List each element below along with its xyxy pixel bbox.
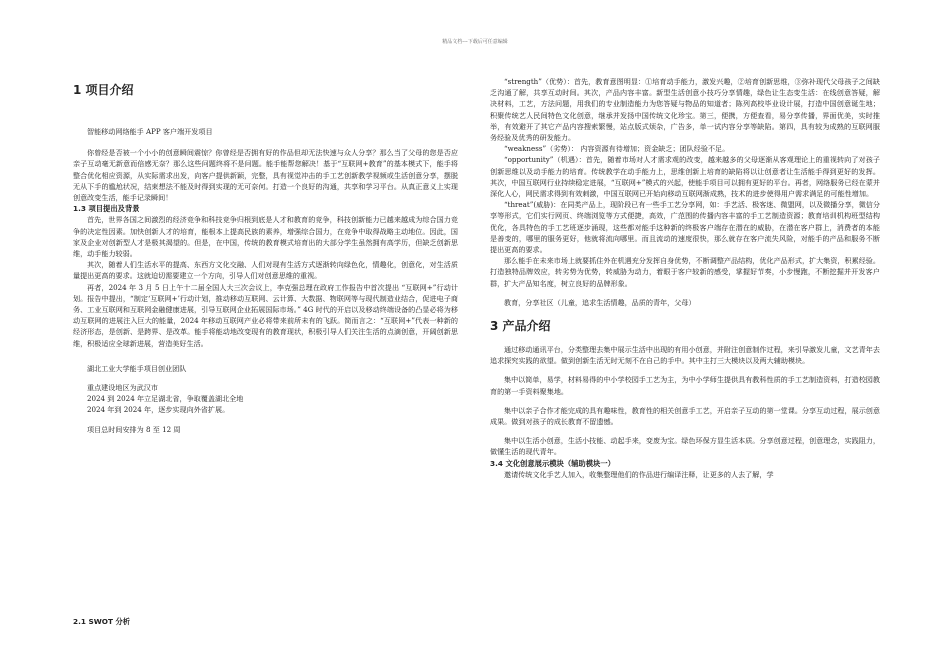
intro-paragraph: 你曾经是否被一个小小的创意瞬间震惊？你曾经是否拥有好的作品但却无法快速与众人分享？那么当了父母的您是否应亲子互动毫无新意而倍感无奈？那么这些问题终将不是问题。能手能帮您解决！基于“互联网+教育”的基本模式下，能手将整合优化相应资源，从实际需求出发，向客户提供新颖，完整，具有视觉冲击的手工艺创新教学视频或生活创意分享，摆脱无从下手的尴尬状况，结束想法不能及时得到实现的无可奈何。打造一个良好的沟通，共享和学习平台。从真正意义上实现创意改变生活，能手记录瞬间！ <box>73 148 458 203</box>
swot-strength: “strength”（优势）：首先，教育意图明显：①培育动手能力，激发兴趣，②培育创新思维，③弥补现代父母孩子之间缺乏沟通了解，共享互动时间。其次，产品内容丰富。新型生活创意小技巧分享情趣，绿色让生态变生活：在线创意答疑，解决材料，工艺，方法问题，用我们的专业制造能力为您答疑与物品的知道者；陈列高校毕业设计展，打造中国创意诞生地；积聚传统艺人民间特色文化创意，继承并发扬中国传统文化珍宝。第三，便携，方便查看，易分享传播，界面优美，实时推举，有效避开了其它产品内容搜索繁慢，站点版式烦杂，广告多，单一试内容分享等缺陷。第四，具有较为成熟的互联网服务经验及优秀的研发能力。 <box>490 77 880 143</box>
subheading-culture-module: 3.4 文化创意展示模块（辅助模块一） <box>490 458 615 468</box>
swot-summary: 那么能手在未来市场上就要抓住外在机遇充分发挥自身优势，不断调整产品结构，优化产品形式，扩大集资，积累经验。打造独特品牌效应，转劣势为优势，转威胁为动力，着眼于客户较新的感受，掌握好节奏，小步慢跑，不断挖掘并开发客户群，扩大产品知名度，树立良好的品牌形象。 <box>490 256 880 288</box>
product-paragraph-4: 集中以生活小创意，生活小技能、动起手来，变废为宝。绿色环保方显生活本质。分享创意过程，创意理念，实践阻力，做懂生活的现代青年。 <box>490 436 880 457</box>
swot-weakness: “weakness”（劣势）： 内容资源有待增加；资金缺乏；团队经验不足。 <box>504 144 730 154</box>
plan-line-1: 2024 到 2024 年立足湖北省，争取覆盖湖北全地 <box>87 394 244 404</box>
keywords-line: 教育，分享社区（儿童，追求生活情趣，品质的青年，父母） <box>504 297 696 307</box>
culture-module-paragraph: 邀请传统文化手艺人加入，收集整理他们的作品进行编译注释，让更多的人去了解，学 <box>504 469 774 479</box>
subheading-background: 1.3 项目提出及背景 <box>73 204 140 214</box>
left-column <box>73 76 458 435</box>
background-paragraph-2: 其次，随着人们生活水平的提高、东西方文化交融、人们对现有生活方式逐渐转向绿色化，情趣化，创意化，对生活质量提出更高的要求。这就迫切需要建立一个方向，引导人们对创意思维的重视。 <box>73 260 458 281</box>
section-heading-product: 3 产品介绍 <box>490 319 551 334</box>
section-heading-project: 1 项目介绍 <box>73 83 134 97</box>
swot-opportunity: “opportunity”（机遇）：首先，随着市场对人才需求观的改变，越来越多的父母逐渐从客观理论上的重视转向了对孩子创新思维以及动手能力的培育。传统教学在动手能力上，思维创新上培育的缺陷将以让创意者让生活能手得到更好的发挥。其次，中国互联网行业持续稳定进展，“互联网+”模式的兴起，使能手项目可以拥有更好的平台。再者，网络服务已经在蒙并深化人心，网民需求得到有效刺激，中国互联网已开始向移动互联网渐成熟，技术的进步使得用户需求满足的可能性增加。 <box>490 155 880 199</box>
header-note: 精品文档---下载后可任意编辑 <box>442 39 508 45</box>
right-column <box>490 76 880 480</box>
product-paragraph-3: 集中以亲子合作才能完成的具有趣味性，教育性的相关创意手工艺，开启亲子互动的第一堂课。分享互动过程，展示创意成果。做到对孩子的成长教育不留遗憾。 <box>490 405 880 427</box>
plan-line-2: 2024 年到 2024 年，逐步实现向外省扩展。 <box>87 405 230 415</box>
subheading-swot: 2.1 SWOT 分析 <box>73 617 131 626</box>
project-subtitle: 智能移动网络能手 APP 客户端开发项目 <box>87 127 213 136</box>
background-paragraph-1: 首先，世界各国之间激烈的经济竞争和科技竞争归根到底是人才和教育的竞争，科技创新能力已越来越成为综合国力竞争的决定性因素。加快创新人才的培育，能根本上提高民族的素养，增强综合国力，在竞争中取得战略主动地位。因此，国家及企业对创新型人才是极其渴望的。但是，在中国，传统的教育模式培育出的大部分学生虽然拥有高学历，但缺乏创新思维，动手能力较弱。 <box>73 215 458 259</box>
background-paragraph-3: 再者，2024 年 3 月 5 日上午十二届全国人大三次会议上，李克强总理在政府工作报告中首次提出 “互联网+”行动计划。报告中提出，“制定‘互联网+’行动计划，推动移动互联网、云计算、大数据、物联网等与现代制造业结合，促进电子商务、工业互联网和互联网金融健康进展，引导互联网企业拓展国际市场。” 4G 时代的开启以及移动终端设备的凸显必将为移动互联网的进展注入巨大的能量，2024 年移动互联网产业必将带来前所未有的飞跃。简而言之：“互联网+”代表一种新的经济形态，是创新、是跨界、是改革。能手将能动地改变现有的教育现状，积极引导人们关注生活的点滴创意，开阔创新思维，积极适应全球新进展，营造美好生活。 <box>73 282 458 348</box>
swot-threat: “threat”(威胁)：在同类产品上，现阶段已有一些手工艺分享网，如：手艺活、极客迷、微盟网，以及微播分享，微信分享等形式，它们实行网页、终端浏览等方式便捷，高效，广范围的传播内容丰富的手工艺制造资源；教育培训机构班型结构优化，各具特色的手工艺班逐步涌现，这些都对能手这种新的终极客户端存在潜在的威胁，在潜在客户群上，消费者的本能是善变的，哪里的服务更好，他就将流向哪里。而且流动的速度很快，那么就存在客户流失风险，对能手的产品和服务不断提出更高的要求。 <box>490 200 880 255</box>
team-name: 湖北工业大学能手项目创业团队 <box>87 363 187 373</box>
period-text: 项目总时间安排为 8 至 12 周 <box>87 424 181 434</box>
product-paragraph-2: 集中以简单，易学，材料易得的中小学校园手工艺为主，为中小学师生提供具有教科性质的手工艺制造资料，打造校园教育的第一手资料聚集地。 <box>490 375 880 396</box>
product-paragraph-1: 通过移动通讯平台，分类整理去集中展示生活中出现的有用小创意，并附注创意制作过程，来引导激发儿童，文艺青年去追求探究实践的欲望。做到创新生活无时无刻不在自己的手中。其中主打三大模块以及两大辅助模块。 <box>490 345 880 366</box>
region-text: 重点建设地区为武汉市 <box>87 383 158 393</box>
